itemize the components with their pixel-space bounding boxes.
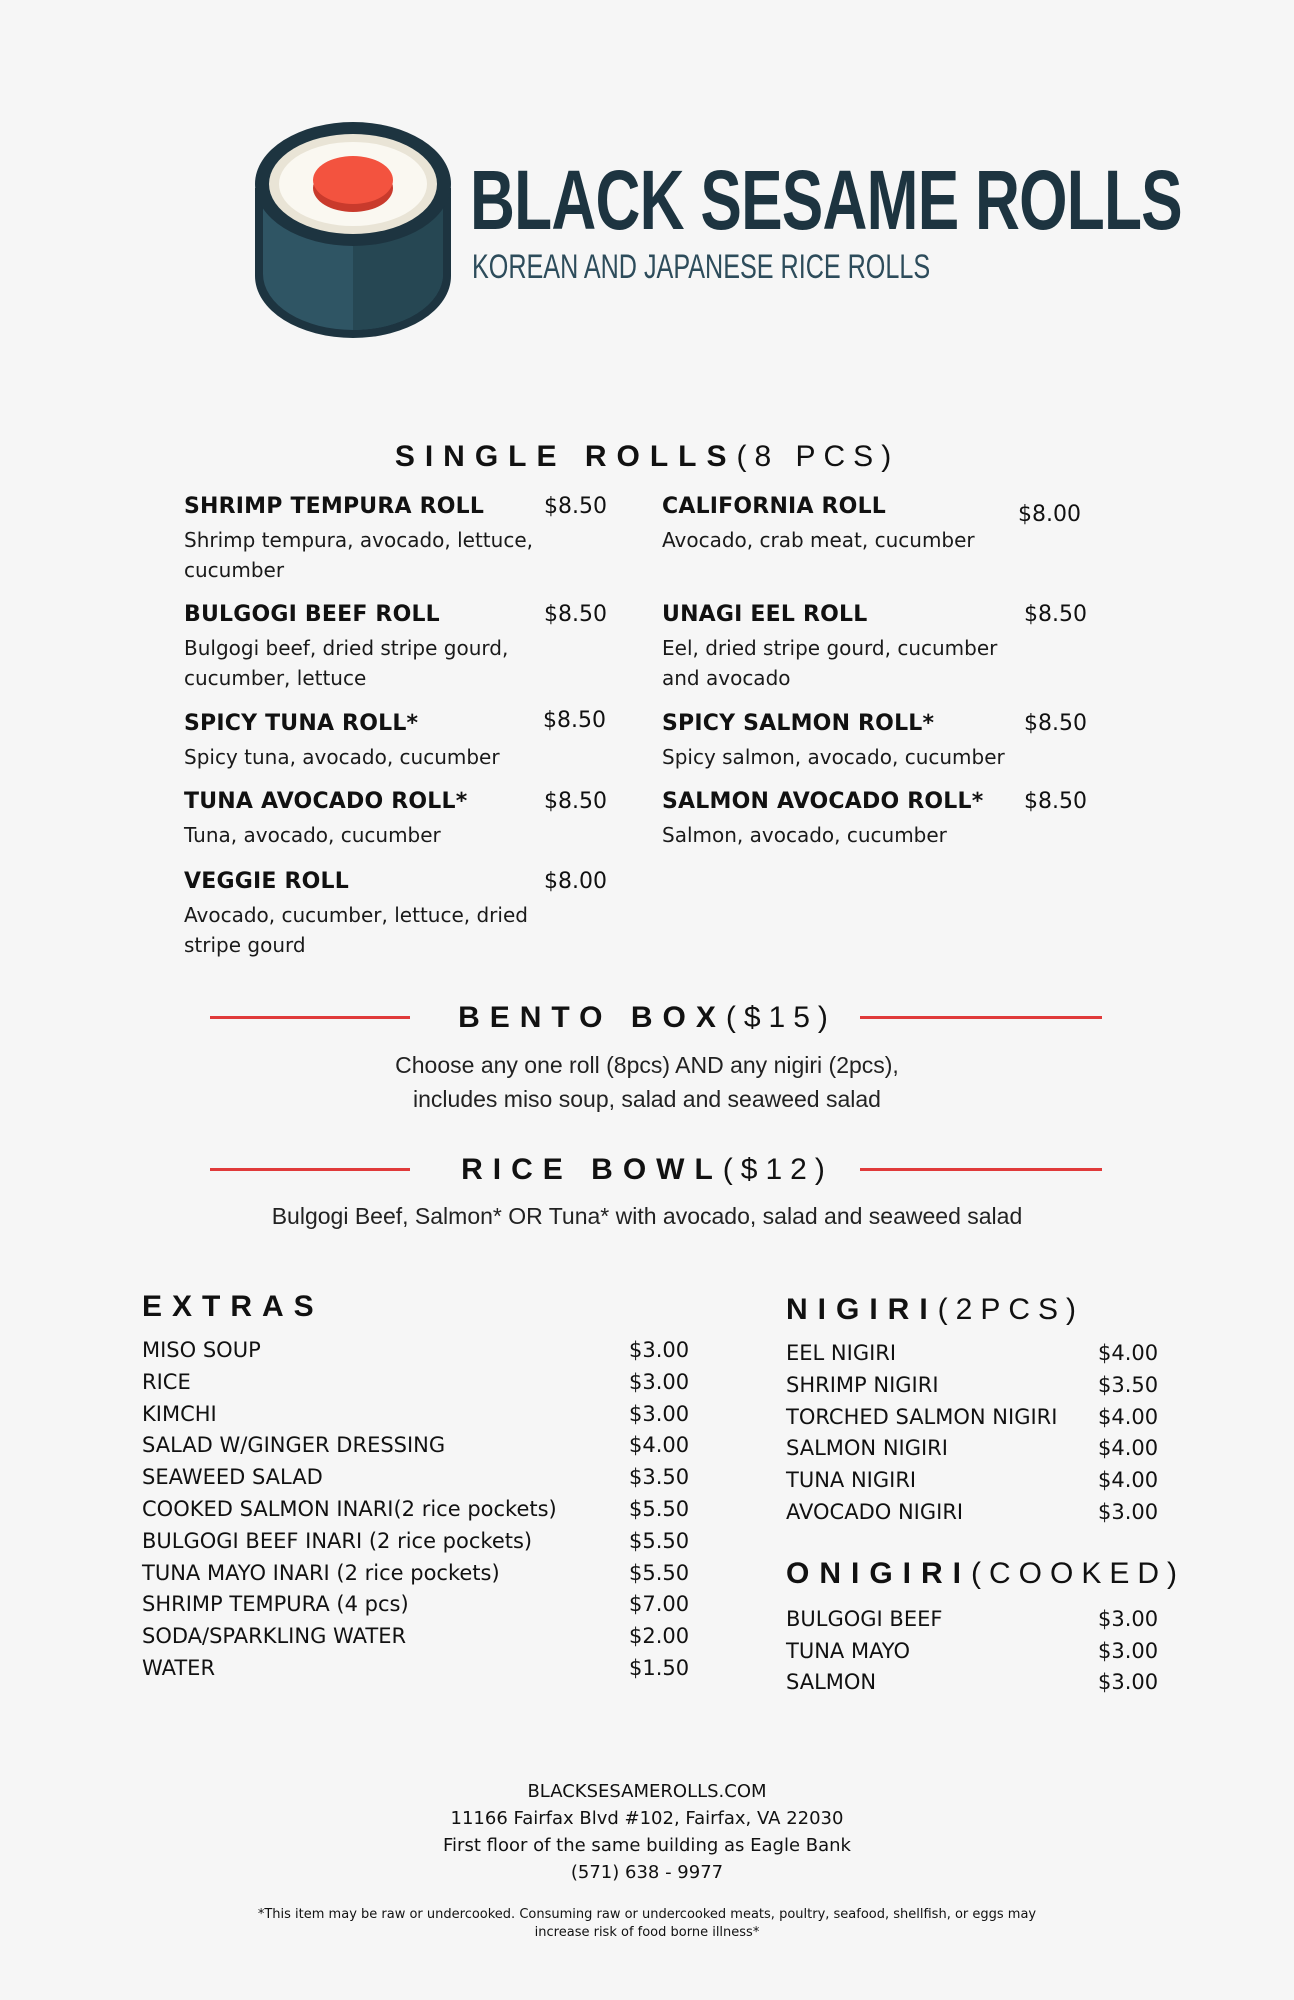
item-price: $8.50	[544, 602, 607, 627]
nigiri-title: NIGIRI	[786, 1293, 938, 1326]
item-price: $8.00	[1018, 502, 1081, 527]
item-description: Bulgogi beef, dried stripe gourd, cucumber, lettuce	[184, 636, 509, 690]
extras-heading	[142, 1290, 324, 1324]
item-price: $5.50	[629, 1528, 690, 1553]
rice-bowl-title: RICE BOWL	[461, 1153, 723, 1186]
item-name: VEGGIE ROLL	[184, 869, 349, 894]
website-link[interactable]: BLACKSESAMEROLLS.COM	[527, 1781, 767, 1802]
item-name: SALMON	[786, 1670, 877, 1694]
brand-name: BLACK SESAME ROLLS	[470, 153, 1182, 247]
disclaimer-line: increase risk of food borne illness*	[534, 1925, 760, 1940]
item-price: $3.00	[1098, 1670, 1159, 1694]
bento-box-description-line: includes miso soup, salad and seaweed salad	[413, 1086, 881, 1112]
item-name: SHRIMP NIGIRI	[786, 1372, 939, 1397]
item-price: $4.00	[1098, 1341, 1159, 1365]
item-description: Shrimp tempura, avocado, lettuce, cucumber	[184, 528, 533, 582]
item-name: TUNA AVOCADO ROLL*	[184, 789, 468, 814]
item-price: $8.50	[544, 494, 607, 519]
item-name: TUNA MAYO INARI (2 rice pockets)	[142, 1560, 500, 1585]
item-price: $8.50	[1024, 711, 1087, 736]
item-price: $1.50	[629, 1656, 690, 1680]
item-price: $7.00	[629, 1592, 690, 1617]
item-price: $8.50	[543, 708, 606, 733]
item-name: SALMON NIGIRI	[786, 1436, 948, 1461]
item-name: SHRIMP TEMPURA ROLL	[184, 494, 485, 519]
item-description: Salmon, avocado, cucumber	[662, 823, 947, 847]
item-price: $2.00	[629, 1624, 690, 1649]
rice-bowl-description: Bulgogi Beef, Salmon* OR Tuna* with avocado, salad and seaweed salad	[271, 1203, 1023, 1229]
item-price: $3.00	[1098, 1607, 1159, 1631]
item-description: Spicy salmon, avocado, cucumber	[662, 745, 1005, 769]
location-note: First floor of the same building as Eagle Bank	[443, 1835, 851, 1856]
item-name: SEAWEED SALAD	[142, 1465, 323, 1490]
item-name: SODA/SPARKLING WATER	[142, 1624, 407, 1649]
sushi-roll-icon	[251, 118, 455, 340]
item-price: $4.00	[1098, 1404, 1159, 1429]
extras-title: EXTRAS	[142, 1290, 324, 1323]
bento-box-title: BENTO BOX	[458, 1001, 726, 1034]
item-name: EEL NIGIRI	[786, 1341, 897, 1365]
onigiri-subtitle: (COOKED)	[971, 1557, 1186, 1590]
item-price: $8.50	[544, 789, 607, 814]
single-rolls-title: SINGLE ROLLS	[394, 440, 737, 473]
phone-number[interactable]: (571) 638 - 9977	[570, 1862, 724, 1883]
bento-box-heading	[0, 1001, 1294, 1035]
item-name: COOKED SALMON INARI(2 rice pockets)	[142, 1497, 557, 1521]
item-name: CALIFORNIA ROLL	[662, 494, 887, 519]
item-description: Eel, dried stripe gourd, cucumber and avocado	[662, 636, 998, 690]
disclaimer-line: *This item may be raw or undercooked. Consuming raw or undercooked meats, poultry, seafood, shellfish, or eggs may	[257, 1907, 1037, 1922]
item-price: $5.50	[629, 1560, 690, 1585]
item-name: AVOCADO NIGIRI	[786, 1500, 964, 1524]
onigiri-heading	[786, 1557, 1185, 1591]
item-name: SHRIMP TEMPURA (4 pcs)	[142, 1592, 409, 1617]
brand-tagline: KOREAN AND JAPANESE RICE ROLLS	[472, 248, 931, 286]
item-name: WATER	[142, 1656, 216, 1680]
item-price: $8.50	[1024, 789, 1087, 814]
item-price: $4.00	[1098, 1468, 1159, 1493]
item-name: SPICY SALMON ROLL*	[662, 711, 935, 736]
item-name: BULGOGI BEEF INARI (2 rice pockets)	[142, 1528, 533, 1553]
item-name: BULGOGI BEEF ROLL	[184, 602, 440, 627]
item-name: TUNA MAYO	[786, 1638, 911, 1663]
item-name: BULGOGI BEEF	[786, 1607, 943, 1631]
item-price: $3.00	[629, 1338, 690, 1362]
item-description: Avocado, crab meat, cucumber	[662, 528, 975, 552]
item-description: Tuna, avocado, cucumber	[184, 823, 441, 847]
rice-bowl-price: ($12)	[722, 1153, 833, 1186]
item-price: $4.00	[629, 1433, 690, 1458]
nigiri-subtitle: (2PCS)	[937, 1293, 1085, 1326]
item-name: TORCHED SALMON NIGIRI	[786, 1404, 1058, 1429]
item-name: KIMCHI	[142, 1401, 217, 1426]
item-price: $3.00	[629, 1401, 690, 1426]
item-description: Spicy tuna, avocado, cucumber	[184, 745, 500, 769]
item-price: $3.00	[1098, 1638, 1159, 1663]
single-rolls-heading	[0, 440, 1294, 474]
nigiri-heading	[786, 1293, 1084, 1327]
item-name: SPICY TUNA ROLL*	[184, 711, 419, 736]
item-name: MISO SOUP	[142, 1338, 261, 1362]
item-name: UNAGI EEL ROLL	[662, 602, 868, 627]
item-price: $3.00	[1098, 1500, 1159, 1524]
item-price: $8.50	[1024, 602, 1087, 627]
item-price: $5.50	[629, 1497, 690, 1521]
item-name: SALMON AVOCADO ROLL*	[662, 789, 984, 814]
item-name: TUNA NIGIRI	[786, 1468, 917, 1493]
address: 11166 Fairfax Blvd #102, Fairfax, VA 22030	[450, 1808, 844, 1829]
rice-bowl-heading	[0, 1153, 1294, 1187]
item-price: $8.00	[544, 869, 607, 894]
item-name: RICE	[142, 1369, 191, 1394]
item-price: $4.00	[1098, 1436, 1159, 1461]
single-rolls-subtitle: (8 PCS)	[736, 440, 900, 473]
item-price: $3.50	[1098, 1372, 1159, 1397]
bento-box-description-line: Choose any one roll (8pcs) AND any nigiri (2pcs),	[395, 1052, 899, 1078]
item-name: SALAD W/GINGER DRESSING	[142, 1433, 446, 1458]
item-price: $3.00	[629, 1369, 690, 1394]
item-price: $3.50	[629, 1465, 690, 1490]
bento-box-price: ($15)	[725, 1001, 836, 1034]
item-description: Avocado, cucumber, lettuce, dried stripe gourd	[184, 903, 528, 957]
onigiri-title: ONIGIRI	[786, 1557, 972, 1590]
